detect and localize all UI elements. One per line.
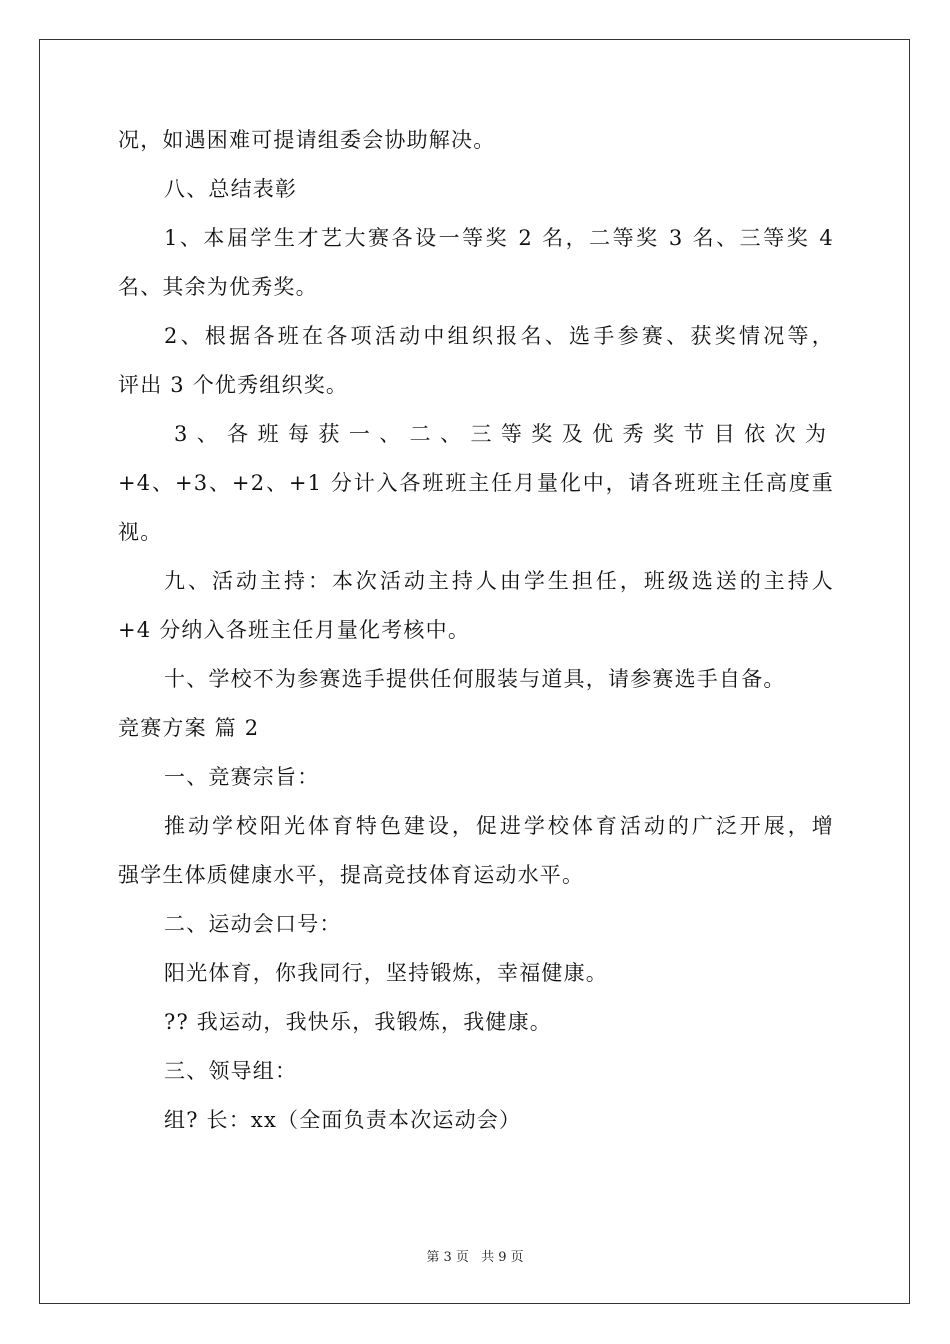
- paragraph-line: 推动学校阳光体育特色建设，促进学校体育活动的广泛开展，增: [164, 814, 834, 838]
- paragraph-line: 1、本届学生才艺大赛各设一等奖 2 名，二等奖 3 名、三等奖 4: [164, 226, 834, 250]
- paragraph-line: 况，如遇困难可提请组委会协助解决。: [118, 128, 496, 152]
- page-total: 共 9 页: [481, 1250, 524, 1265]
- paragraph-line: 组? 长：xx（全面负责本次运动会）: [164, 1108, 522, 1132]
- document-body: [118, 128, 834, 1157]
- document-title: 竞赛方案 篇 2: [118, 716, 260, 740]
- paragraph-line: 视。: [118, 520, 163, 544]
- paragraph-line: 3、各班每获一、二、三等奖及优秀奖节目依次为: [174, 422, 834, 446]
- section-heading: 十、学校不为参赛选手提供任何服装与道具，请参赛选手自备。: [164, 667, 786, 691]
- page-number: 第 3 页: [426, 1250, 469, 1265]
- section-heading: 一、竞赛宗旨：: [164, 765, 320, 789]
- paragraph-line: +4 分纳入各班主任月量化考核中。: [118, 618, 471, 642]
- paragraph-line: 阳光体育，你我同行，坚持锻炼，幸福健康。: [164, 961, 608, 985]
- paragraph-line: 2、根据各班在各项活动中组织报名、选手参赛、获奖情况等，: [164, 324, 834, 348]
- page-footer: [0, 1246, 950, 1265]
- section-heading: 九、活动主持：本次活动主持人由学生担任，班级选送的主持人: [164, 569, 834, 593]
- paragraph-line: 名、其余为优秀奖。: [118, 275, 318, 299]
- paragraph-line: 强学生体质健康水平，提高竞技体育运动水平。: [118, 863, 585, 887]
- paragraph-line: +4、+3、+2、+1 分计入各班班主任月量化中，请各班班主任高度重: [118, 471, 834, 495]
- paragraph-line: 评出 3 个优秀组织奖。: [118, 373, 349, 397]
- section-heading: 二、运动会口号：: [164, 912, 342, 936]
- paragraph-line: ?? 我运动，我快乐，我锻炼，我健康。: [164, 1010, 552, 1034]
- section-heading: 三、领导组：: [164, 1059, 298, 1083]
- section-heading: 八、总结表彰: [164, 177, 298, 201]
